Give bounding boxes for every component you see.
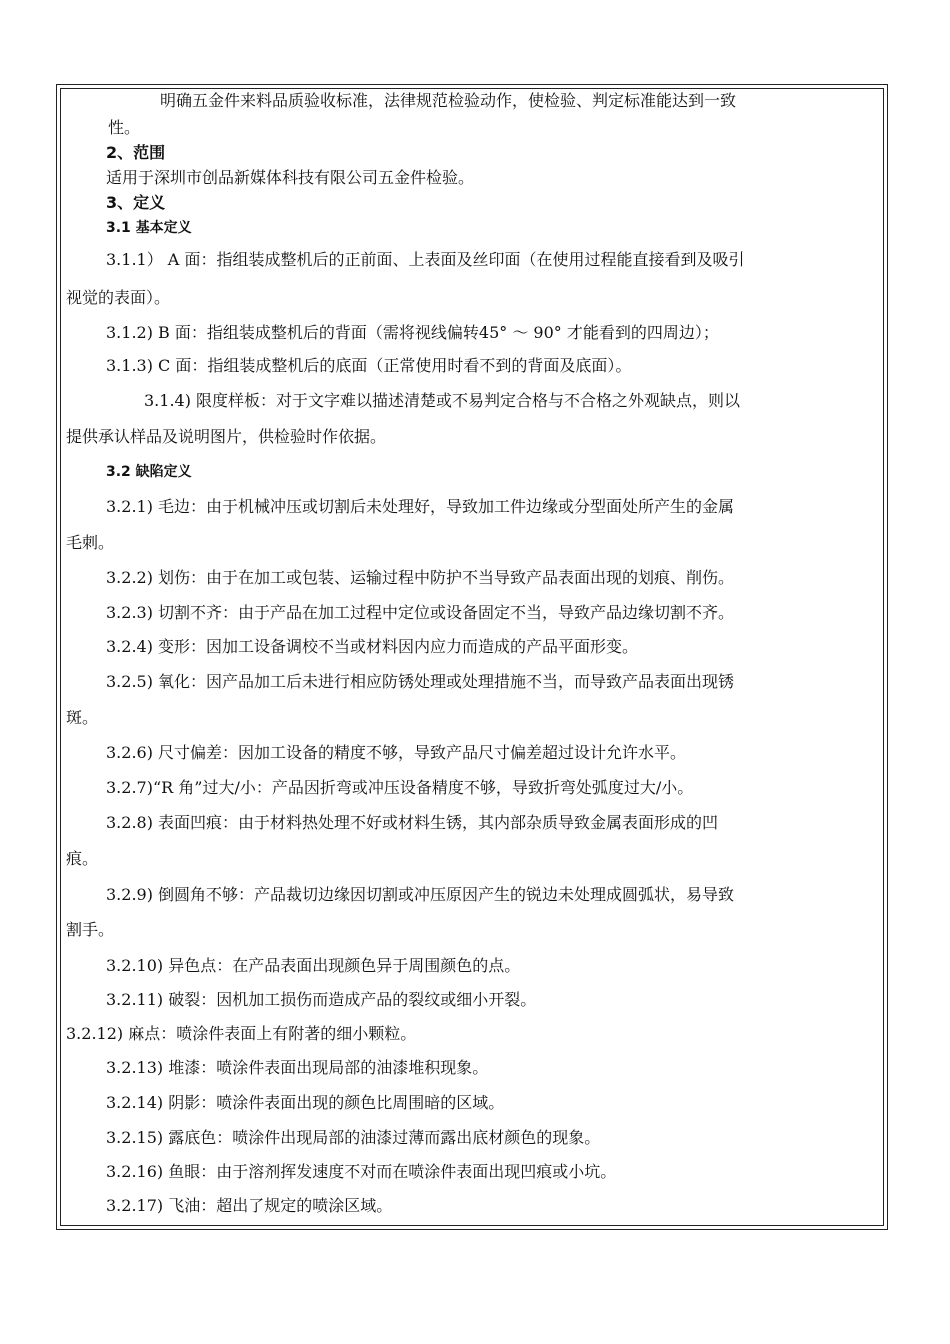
defect-item-14: 3.2.14) 阴影：喷涂件表面出现的颜色比周围暗的区域。 [106, 1093, 505, 1112]
defect-item-13: 3.2.13) 堆漆：喷涂件表面出现局部的油漆堆积现象。 [106, 1058, 489, 1077]
defect-item-7: 3.2.7)“R 角”过大/小：产品因折弯或冲压设备精度不够，导致折弯处弧度过大/小。 [106, 778, 694, 797]
defect-item-15: 3.2.15) 露底色：喷涂件出现局部的油漆过薄而露出底材颜色的现象。 [106, 1128, 601, 1147]
purpose-line-1: 明确五金件来料品质验收标准，法律规范检验动作，使检验、判定标准能达到一致 [160, 91, 737, 110]
defect-item-16: 3.2.16) 鱼眼：由于溶剂挥发速度不对而在喷涂件表面出现凹痕或小坑。 [106, 1162, 617, 1181]
defect-item-2: 3.2.2) 划伤：由于在加工或包装、运输过程中防护不当导致产品表面出现的划痕、削伤。 [106, 568, 735, 587]
scope-heading: 2、范围 [106, 143, 166, 162]
defect-item-5a: 3.2.5) 氧化：因产品加工后未进行相应防锈处理或处理措施不当，而导致产品表面出现锈 [106, 672, 735, 691]
defect-item-3: 3.2.3) 切割不齐：由于产品在加工过程中定位或设备固定不当，导致产品边缘切割不齐。 [106, 603, 735, 622]
purpose-line-2: 性。 [108, 118, 141, 137]
defect-item-1b: 毛刺。 [66, 533, 115, 552]
defect-item-5b: 斑。 [66, 708, 99, 727]
basic-item-1a: 3.1.1） A 面：指组装成整机后的正前面、上表面及丝印面（在使用过程能直接看到及吸引 [106, 250, 745, 269]
basic-item-3: 3.1.3) C 面：指组装成整机后的底面（正常使用时看不到的背面及底面）。 [106, 356, 632, 375]
basic-definitions-heading: 3.1 基本定义 [106, 220, 192, 236]
defect-item-9b: 割手。 [66, 920, 115, 939]
defect-item-4: 3.2.4) 变形：因加工设备调校不当或材料因内应力而造成的产品平面形变。 [106, 637, 639, 656]
defect-item-10: 3.2.10) 异色点：在产品表面出现颜色异于周围颜色的点。 [106, 956, 521, 975]
basic-item-1b: 视觉的表面）。 [66, 288, 171, 307]
defect-item-1a: 3.2.1) 毛边：由于机械冲压或切割后未处理好，导致加工件边缘或分型面处所产生的金属 [106, 497, 735, 516]
defect-item-11: 3.2.11) 破裂：因机加工损伤而造成产品的裂纹或细小开裂。 [106, 990, 537, 1009]
defect-item-6: 3.2.6) 尺寸偏差：因加工设备的精度不够，导致产品尺寸偏差超过设计允许水平。 [106, 743, 687, 762]
defect-item-8a: 3.2.8) 表面凹痕：由于材料热处理不好或材料生锈，其内部杂质导致金属表面形成的凹 [106, 813, 719, 832]
defect-definitions-heading: 3.2 缺陷定义 [106, 464, 192, 480]
defect-item-17: 3.2.17) 飞油：超出了规定的喷涂区域。 [106, 1196, 393, 1215]
defect-item-12: 3.2.12) 麻点：喷涂件表面上有附著的细小颗粒。 [66, 1024, 417, 1043]
defect-item-9a: 3.2.9) 倒圆角不够：产品裁切边缘因切割或冲压原因产生的锐边未处理成圆弧状，易导致 [106, 885, 735, 904]
scope-text: 适用于深圳市创品新媒体科技有限公司五金件检验。 [106, 168, 475, 187]
defect-item-8b: 痕。 [66, 849, 99, 868]
basic-item-4a: 3.1.4) 限度样板：对于文字难以描述清楚或不易判定合格与不合格之外观缺点，则以 [144, 391, 741, 410]
definitions-heading: 3、定义 [106, 193, 166, 212]
basic-item-4b: 提供承认样品及说明图片，供检验时作依据。 [66, 427, 387, 446]
basic-item-2: 3.1.2) B 面：指组装成整机后的背面（需将视线偏转45° ～ 90° 才能看到的四周边）； [106, 323, 719, 342]
